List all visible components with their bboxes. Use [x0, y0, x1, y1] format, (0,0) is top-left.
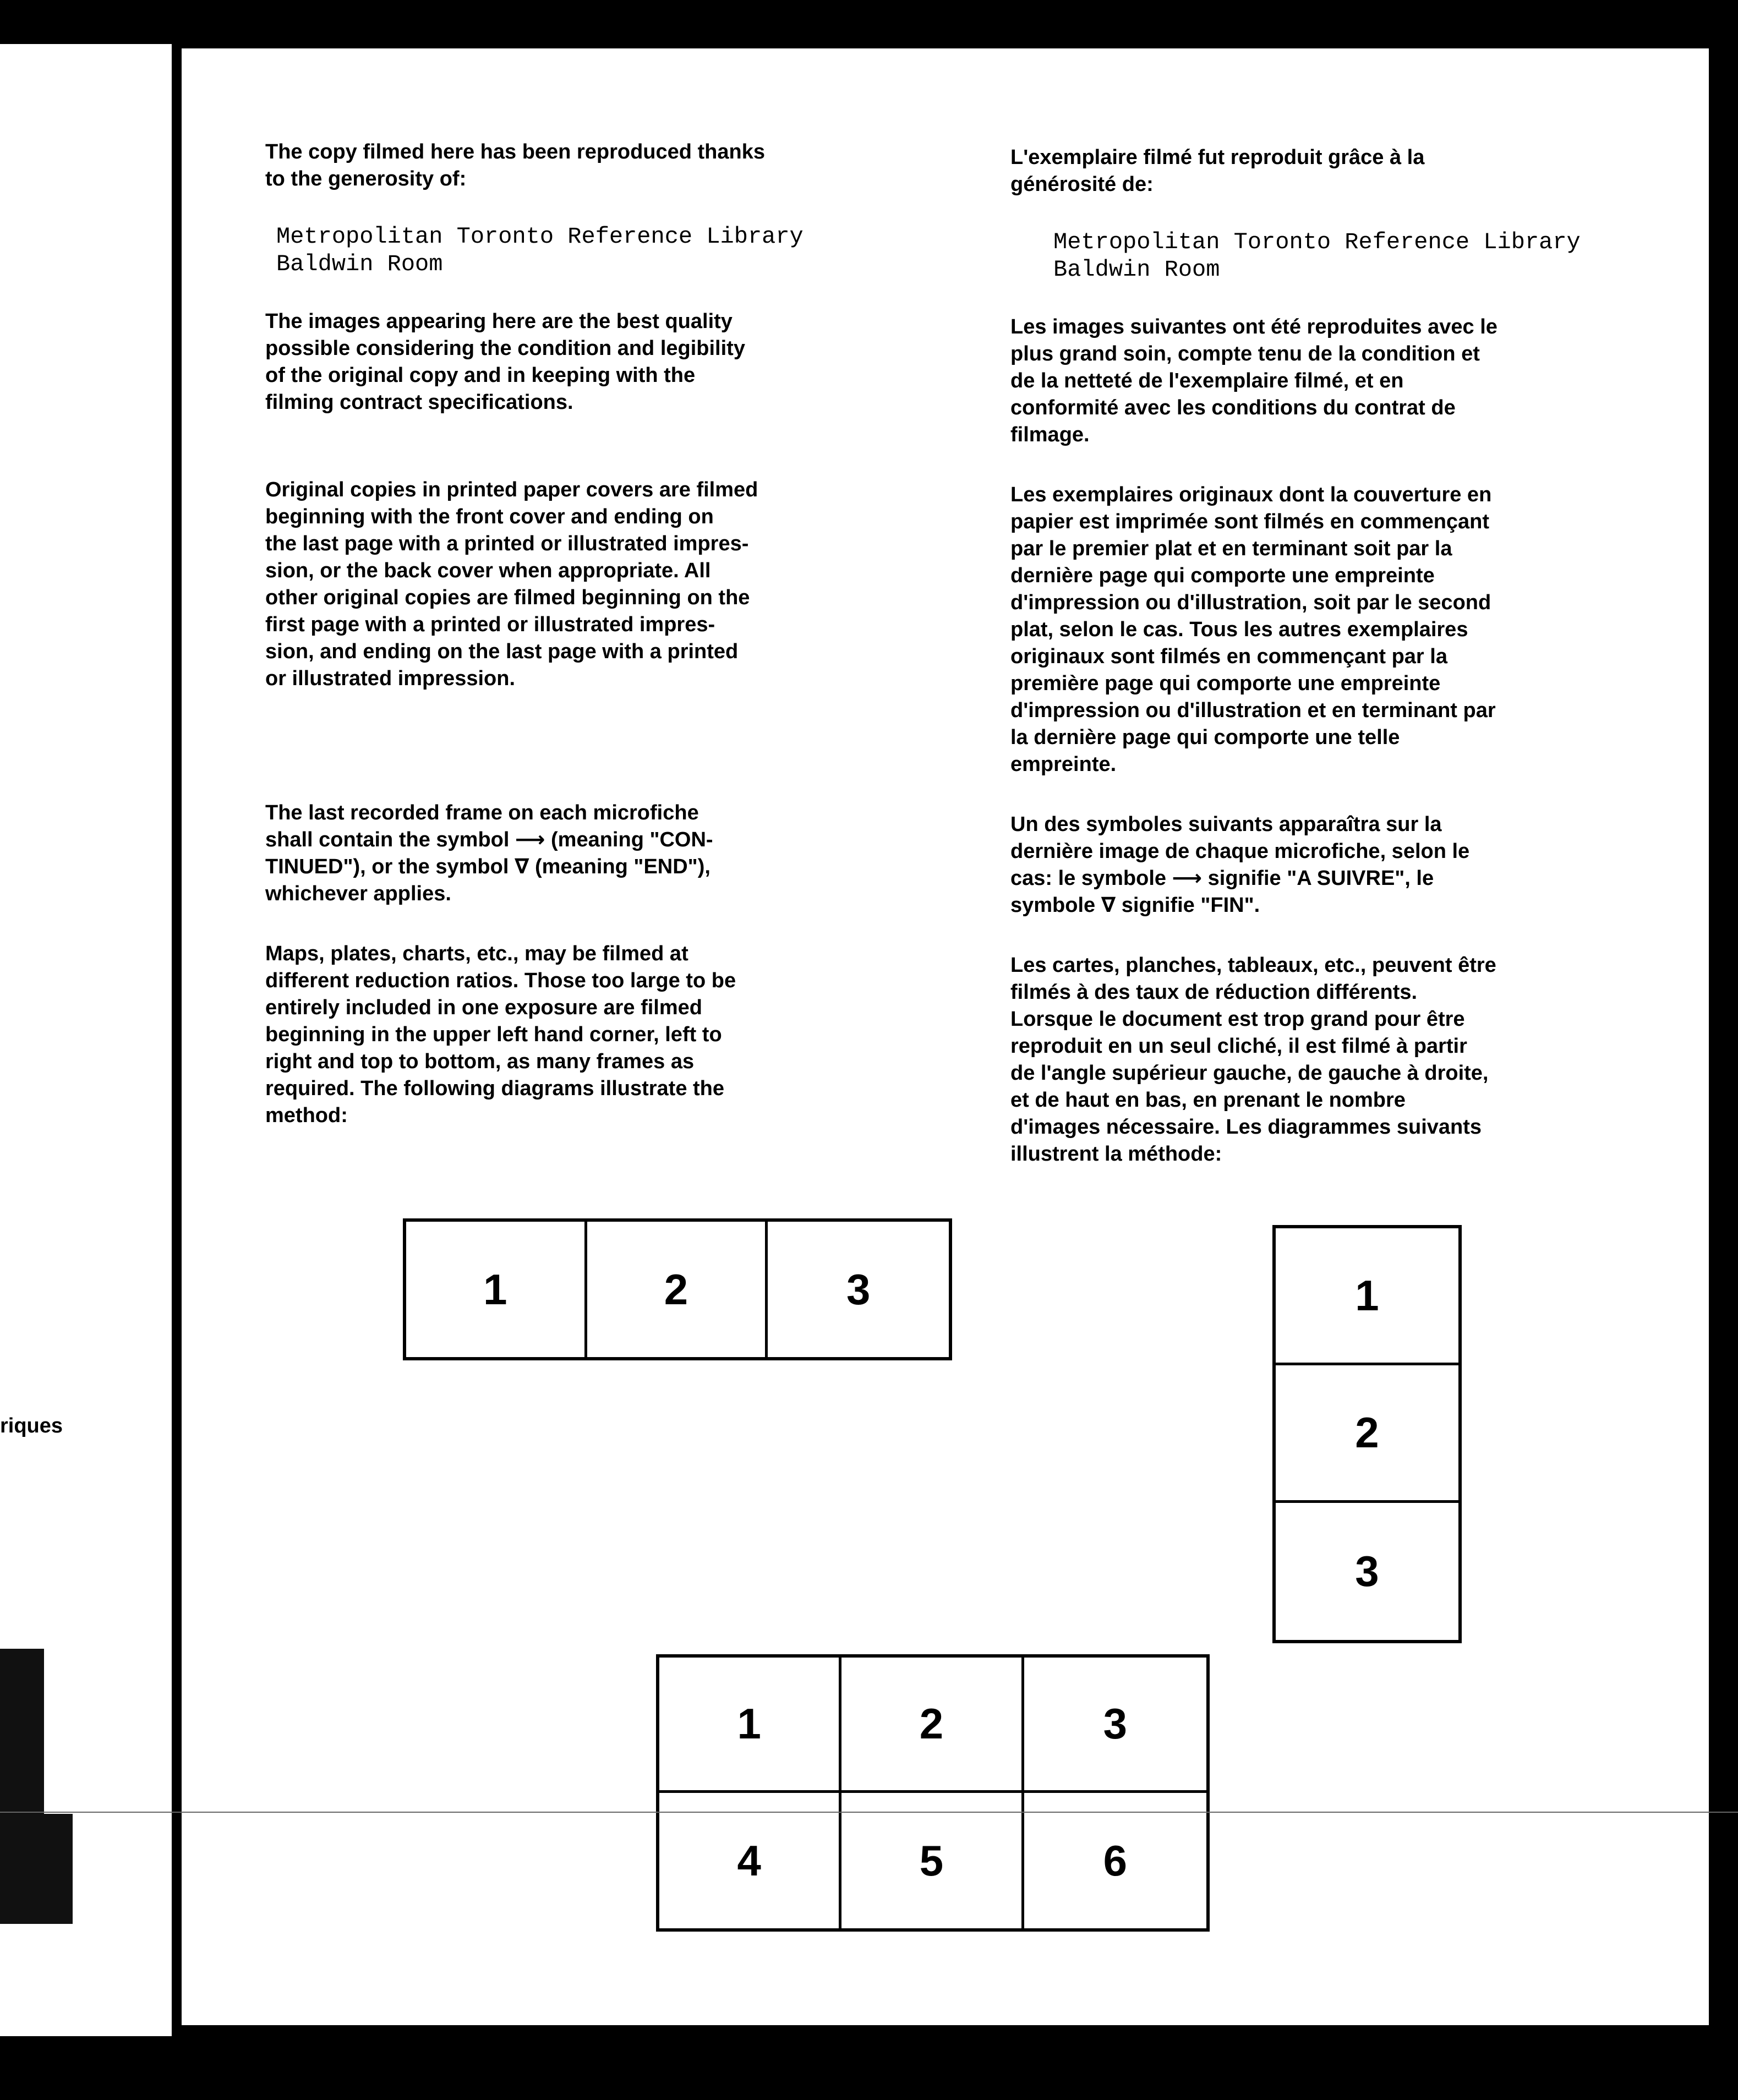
fr-covers-paragraph: Les exemplaires originaux dont la couverture en papier est imprimée sont filmés en commençant par le premier plat et en terminant soit par la dernière page qui comporte une empreinte d'impression ou d'illustration, soit par le second plat, selon le cas. Tous les autres exemplaires originaux sont filmés en commençant par la première page qui comporte une empreinte d'impression ou d'illustration et en terminant par la dernière page qui comporte une telle empreinte. — [1010, 483, 1496, 776]
scan-artifact-line — [0, 1812, 1738, 1813]
diagram-frame: 6 — [1103, 1836, 1128, 1885]
diagram-frame: 2 — [587, 1222, 768, 1357]
fr-symbol-paragraph: Un des symboles suivants apparaîtra sur la dernière image de chaque microfiche, selon le cas: le symbole ⟶ signifie "A SUIVRE", le symbole ∇ signifie "FIN". — [1010, 813, 1470, 917]
fr-quality-paragraph: Les images suivantes ont été reproduites avec le plus grand soin, compte tenu de la condition et de la netteté de l'exemplaire filmé, et en conformité avec les conditions du contrat de filmage. — [1010, 315, 1497, 446]
en-covers-paragraph: Original copies in printed paper covers are filmed beginning with the front cover and ending on the last page with a printed or illustrated impres- sion, or the back cover when appropriate. All other original copies are filmed beginning on the first page with a printed or illustrated impres- sion, and ending on the last page with a printed or illustrated impression. — [265, 478, 758, 690]
diagram-frame: 3 — [1355, 1546, 1379, 1595]
fr-thanks-paragraph: L'exemplaire filmé fut reproduit grâce à la générosité de: — [1010, 146, 1425, 196]
diagram-frame: 1 — [406, 1222, 587, 1357]
diagram-frame: 4 — [659, 1793, 841, 1928]
fr-maps-paragraph: Les cartes, planches, tableaux, etc., peuvent être filmés à des taux de réduction différents. Lorsque le document est trop grand pour être reproduit en un seul cliché, il est filmé à partir de l'angle supérieur gauche, de gauche à droite, et de haut en bas, en prenant le nombre d'images nécessaire. Les diagrammes suivants illustrent la méthode: — [1010, 954, 1496, 1166]
previous-page-text: riques — [0, 1414, 63, 1437]
fr-library-name: Metropolitan Toronto Reference Library Baldwin Room — [1053, 229, 1581, 283]
horizontal-frame-diagram — [403, 1218, 952, 1360]
en-symbol-paragraph: The last recorded frame on each microfiche shall contain the symbol ⟶ (meaning "CON- TINUED"), or the symbol ∇ (meaning "END"), whichever applies. — [265, 801, 713, 905]
diagram-frame: 3 — [1024, 1658, 1206, 1793]
black-margin-notch — [44, 1814, 73, 1924]
en-library-name: Metropolitan Toronto Reference Library Baldwin Room — [276, 223, 804, 277]
en-thanks-paragraph: The copy filmed here has been reproduced thanks to the generosity of: — [265, 140, 766, 190]
diagram-frame: 1 — [659, 1658, 841, 1793]
diagram-frame: 3 — [846, 1265, 871, 1314]
diagram-frame: 5 — [841, 1793, 1024, 1928]
diagram-frame: 2 — [841, 1658, 1024, 1793]
diagram-frame: 2 — [1276, 1365, 1458, 1502]
english-column — [265, 139, 893, 1129]
grid-frame-diagram — [656, 1654, 1210, 1932]
french-column — [1010, 144, 1671, 1168]
en-quality-paragraph: The images appearing here are the best quality possible considering the condition and legibility of the original copy and in keeping with the filming contract specifications. — [265, 310, 745, 414]
en-maps-paragraph: Maps, plates, charts, etc., may be filmed at different reduction ratios. Those too large to be entirely included in one exposure are filmed beginning in the upper left hand corner, left to right and top to bottom, as many frames as required. The following diagrams illustrate the method: — [265, 942, 736, 1127]
vertical-frame-diagram — [1272, 1225, 1462, 1643]
diagram-frame: 1 — [1276, 1228, 1458, 1365]
black-margin-block — [0, 1649, 44, 1924]
